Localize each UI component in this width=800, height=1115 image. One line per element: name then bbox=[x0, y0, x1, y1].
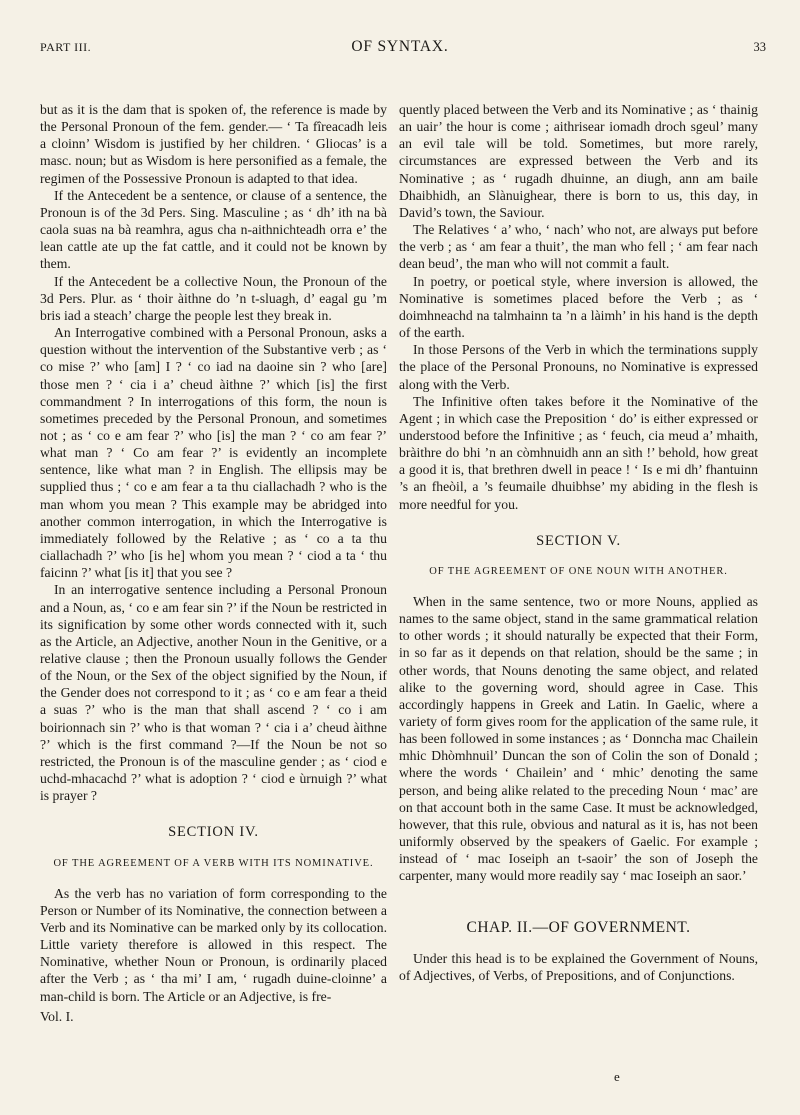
page-number: 33 bbox=[753, 40, 766, 54]
right-column bbox=[399, 101, 758, 984]
signature-mark: e bbox=[614, 1069, 620, 1084]
section-heading: SECTION V. bbox=[536, 532, 621, 549]
left-column bbox=[40, 101, 387, 1025]
section-subheading: OF THE AGREEMENT OF ONE NOUN WITH ANOTHER. bbox=[429, 565, 728, 577]
chapter-heading: CHAP. II.—OF GOVERNMENT. bbox=[466, 918, 691, 936]
volume-mark: Vol. I. bbox=[40, 1008, 74, 1024]
paragraph: If the Antecedent be a sentence, or clause of a sentence, the Pronoun is of the 3d Pers. Sing. Masculine ; as ‘ dh’ ith na bà caola suas na bà reamhra, agus cha n-aithnichteadh orra e’ the lean cattle ate up the fat cattle, and it could not be known by them. bbox=[40, 187, 387, 272]
paragraph: The Relatives ‘ a’ who, ‘ nach’ who not, are always put before the verb ; as ‘ am fear a thuit’, the man who fell ; ‘ am fear nach dean beud’, the man who will not commit a fault. bbox=[399, 222, 758, 272]
paragraph: An Interrogative combined with a Personal Pronoun, asks a question without the intervention of the Substantive verb ; as ‘ co mise ?’ who [am] I ? ‘ co iad na daoine sin ? who [are] those men ? ‘ cia i a’ cheud àithne ?’ which [is] the first commandment ? In interrogations of this form, the noun is sometimes preceded by the Personal Pronoun, and sometimes not ; as ‘ co e am fear ?’ who [is] the man ? ‘ co am fear ?’ what man ? ‘ Co am fear ?’ is evidently an incomplete sentence, like what man ? in English. The ellipsis may be supplied thus ; ‘ co e am fear a ta thu ciallachadh ? who is the man whom you mean ? This example may be abridged into another common interrogation, in which the Interrogative is immediately followed by the Relative ; as ‘ co a ta thu ciallachadh ?’ who [is he] whom you mean ? ‘ ciod a ta ‘ thu faicinn ?’ what [is it] that you see ? bbox=[40, 325, 387, 581]
paragraph: When in the same sentence, two or more Nouns, applied as names to the same object, stand in the same grammatical relation to other words ; it should naturally be expected that their Form, in so far as it depends on that relation, should be the same ; in other words, that Nouns denoting the same object, and related alike to the governing word, should agree in Case. This accordingly happens in Greek and Latin. In Gaelic, where a variety of form gives room for the application of the same rule, it has been followed in some instances ; as ‘ Donncha mac Chailein mhic Dhòmhnuil’ Duncan the son of Colin the son of Donald ; where the words ‘ Chailein’ and ‘ mhic’ denoting the same person, and being alike related to the preceding Noun ‘ mac’ are on that account both in the same Case. It must be acknowledged, however, that this rule, obvious and natural as it is, has not been uniformly observed by the speakers of Gaelic. For example ; instead of ‘ mac Ioseiph an t-saoir’ the son of Joseph the carpenter, many would more readily say ‘ mac Ioseiph an saor.’ bbox=[399, 593, 758, 884]
running-head-title: OF SYNTAX. bbox=[351, 38, 449, 55]
paragraph: but as it is the dam that is spoken of, the reference is made by the Personal Pronoun of the fem. gender.— ‘ Ta fîreacadh leis a cloinn’ Wisdom is justified by her children. ‘ Gliocas’ is a masc. noun; but as Wisdom is here personified as a female, the regimen of the Possessive Pronoun is adapted to that idea. bbox=[40, 102, 387, 186]
paragraph: In poetry, or poetical style, where inversion is allowed, the Nominative is sometimes placed before the Verb ; as ‘ doimhneachd na talmhainn ta ’n a làimh’ in his hand is the depth of the earth. bbox=[399, 273, 758, 341]
paragraph: The Infinitive often takes before it the Nominative of the Agent ; in which case the Preposition ‘ do’ is either expressed or understood before the Infinitive ; as ‘ feuch, cia meud a’ mhaith, bràithre do bhi ’n an còmhnuidh ann an sìth !’ behold, how great a good it is, that brethren dwell in peace ! ‘ Is e mi dh’ fhantuinn ’s an fheòil, a ’s feumaile dhuibhse’ my abiding in the flesh is more needful for you. bbox=[399, 393, 758, 512]
section-subheading: OF THE AGREEMENT OF A VERB WITH ITS NOMINATIVE. bbox=[53, 857, 374, 869]
paragraph: Under this head is to be explained the Government of Nouns, of Adjectives, of Verbs, of Prepositions, and of Conjunctions. bbox=[399, 950, 758, 983]
paragraph: As the verb has no variation of form corresponding to the Person or Number of its Nominative, the connection between a Verb and its Nominative can be marked only by its collocation. Little variety therefore is allowed in this respect. The Nominative, whether Noun or Pronoun, is ordinarily placed after the Verb ; as ‘ tha mi’ I am, ‘ rugadh duine-cloinne’ a man-child is born. The Article or an Adjective, is fre- bbox=[40, 885, 387, 1004]
paragraph: quently placed between the Verb and its Nominative ; as ‘ thainig an uair’ the hour is come ; aithrisear iomadh droch sgeul’ many an evil tale will be told. Sometimes, but more rarely, circumstances are expressed between the Verb and its Nominative ; as ‘ rugadh dhuinne, an diugh, ann am baile Dhaibhidh, an Slànuighear, there is born to us, this day, in David’s town, the Saviour. bbox=[399, 102, 758, 220]
paragraph: In an interrogative sentence including a Personal Pronoun and a Noun, as, ‘ co e am fear sin ?’ if the Noun be restricted in its signification by some other words connected with it, such as the Article, an Adjective, another Noun in the Genitive, or a relative clause ; then the Pronoun usually follows the Gender of the Noun, or the Sex of the object signified by the Noun, if the Gender does not correspond to it ; as ‘ co e am fear a theid a suas ?’ who is the man that shall ascend ? ‘ co i am boirionnach sin ?’ who is that woman ? ‘ cia i a’ cheud àithne ?’ which is the first command ?—If the Noun be not so restricted, the Pronoun is of the masculine gender ; as ‘ ciod e uchd-mhacachd ?’ what is adoption ? ‘ ciod e ùrnuigh ?’ what is prayer ? bbox=[40, 582, 387, 804]
section-heading: SECTION IV. bbox=[168, 824, 259, 841]
running-head-part: PART III. bbox=[40, 40, 92, 54]
paragraph: In those Persons of the Verb in which the terminations supply the place of the Personal Pronouns, no Nominative is expressed along with the Verb. bbox=[399, 342, 758, 392]
paragraph: If the Antecedent be a collective Noun, the Pronoun of the 3d Pers. Plur. as ‘ thoir àithne do ’n t-sluagh, d’ eagal gu ’m bris iad a steach’ charge the people lest they break in. bbox=[40, 273, 387, 323]
